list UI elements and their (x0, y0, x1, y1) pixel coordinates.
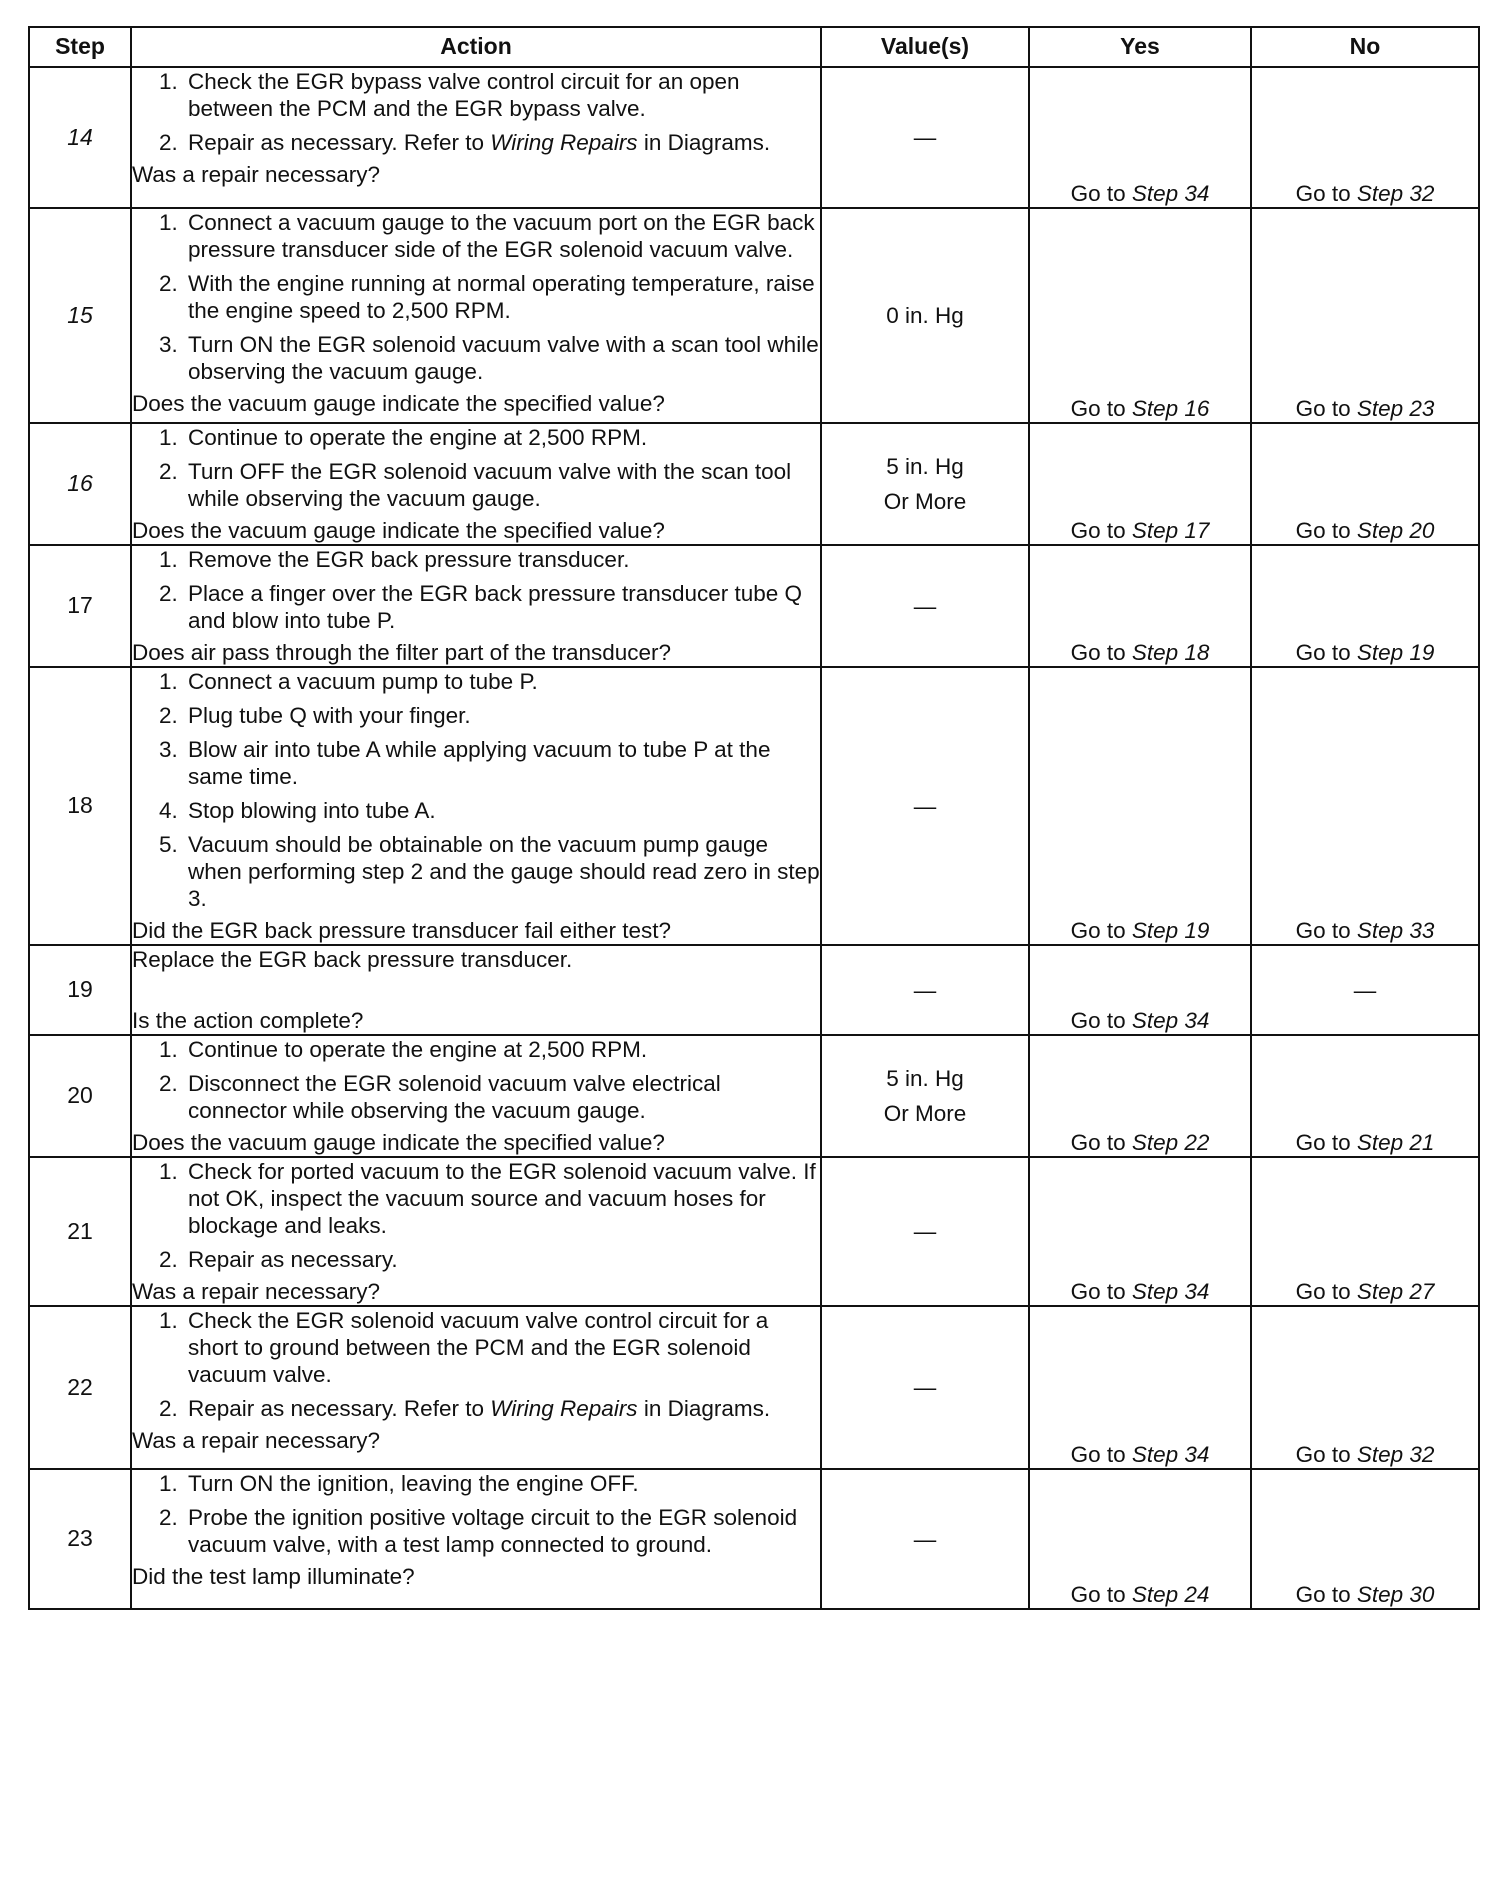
action-question: Was a repair necessary? (132, 1428, 381, 1453)
action-step (184, 546, 820, 573)
value-line: — (913, 125, 937, 150)
action-step (184, 797, 820, 824)
value-cell (821, 1035, 1029, 1157)
action-question: Does the vacuum gauge indicate the specified value? (132, 518, 665, 543)
action-step-text: Place a finger over the EGR back pressure transducer tube Q and blow into tube P. (188, 581, 803, 633)
action-question: Is the action complete? (132, 1008, 364, 1033)
no-step-reference: Step 21 (1356, 1130, 1435, 1155)
action-cell (131, 67, 821, 208)
yes-goto-text: Go to (1070, 1008, 1126, 1033)
action-step (184, 580, 820, 634)
action-steps-list (132, 209, 820, 385)
yes-cell (1029, 423, 1251, 545)
table-row (29, 667, 1479, 945)
action-step (184, 1307, 820, 1388)
yes-step-reference: Step 34 (1131, 1279, 1210, 1304)
action-step-text: Repair as necessary. (188, 1247, 398, 1272)
action-cell (131, 1469, 821, 1609)
action-step-text: Remove the EGR back pressure transducer. (188, 547, 630, 572)
values-column-header: Value(s) (821, 27, 1029, 67)
action-steps-list (132, 1307, 820, 1422)
action-cell (131, 423, 821, 545)
no-goto-text: Go to (1295, 1442, 1351, 1467)
action-steps-list (132, 424, 820, 512)
action-step-reference: Wiring Repairs (490, 130, 638, 155)
action-step (184, 129, 820, 156)
action-steps-list (132, 546, 820, 634)
action-step-text: With the engine running at normal operating temperature, raise the engine speed to 2,500 RPM. (188, 271, 815, 323)
value-line: 0 in. Hg (886, 303, 964, 328)
no-step-reference: Step 27 (1356, 1279, 1435, 1304)
no-step-reference: Step 33 (1356, 918, 1435, 943)
action-step-text: Probe the ignition positive voltage circuit to the EGR solenoid vacuum valve, with a test lamp connected to ground. (188, 1505, 798, 1557)
no-cell (1251, 1035, 1479, 1157)
step-number: 16 (29, 423, 131, 545)
yes-step-reference: Step 16 (1131, 396, 1210, 421)
table-row (29, 1035, 1479, 1157)
yes-step-reference: Step 34 (1131, 1008, 1210, 1033)
value-line: — (913, 593, 937, 619)
value-line-2: Or More (883, 1101, 967, 1126)
action-question: Was a repair necessary? (132, 1279, 381, 1304)
no-goto-text: Go to (1295, 518, 1351, 543)
no-cell (1251, 1157, 1479, 1306)
yes-cell (1029, 1035, 1251, 1157)
value-cell (821, 1469, 1029, 1609)
header-row (29, 27, 1479, 67)
step-number: 17 (29, 545, 131, 667)
table-row (29, 1469, 1479, 1609)
no-cell (1251, 545, 1479, 667)
action-step-text: Connect a vacuum gauge to the vacuum port on the EGR back pressure transducer side of the EGR solenoid vacuum valve. (188, 210, 815, 262)
action-step-text-tail: in Diagrams. (637, 1396, 771, 1421)
no-column-header: No (1251, 27, 1479, 67)
action-question: Did the EGR back pressure transducer fail either test? (132, 918, 672, 943)
table-row (29, 1157, 1479, 1306)
step-number: 15 (29, 208, 131, 423)
action-step (184, 1158, 820, 1239)
yes-column-header: Yes (1029, 27, 1251, 67)
no-goto-text: Go to (1295, 396, 1351, 421)
step-number: 22 (29, 1306, 131, 1469)
yes-cell (1029, 1469, 1251, 1609)
yes-cell (1029, 208, 1251, 423)
no-goto-text: Go to (1295, 1582, 1351, 1607)
yes-step-reference: Step 34 (1131, 181, 1210, 206)
action-cell (131, 1035, 821, 1157)
value-line: 5 in. Hg (886, 454, 964, 479)
no-goto-text: Go to (1295, 1130, 1351, 1155)
value-line: — (913, 1219, 937, 1244)
table-row (29, 423, 1479, 545)
action-step (184, 1070, 820, 1124)
value-cell (821, 667, 1029, 945)
yes-goto-text: Go to (1070, 1130, 1126, 1155)
action-step-text: Turn OFF the EGR solenoid vacuum valve with the scan tool while observing the vacuum gauge. (188, 459, 792, 511)
table-row (29, 545, 1479, 667)
action-step (184, 424, 820, 451)
yes-cell (1029, 1157, 1251, 1306)
action-step (184, 1470, 820, 1497)
action-step-text: Turn ON the ignition, leaving the engine OFF. (188, 1471, 639, 1496)
value-cell (821, 1306, 1029, 1469)
action-steps-list (132, 1036, 820, 1124)
table-row (29, 945, 1479, 1035)
value-line-2: Or More (883, 489, 967, 514)
no-dash: — (1353, 977, 1377, 1003)
action-column-header: Action (131, 27, 821, 67)
action-step-text: Vacuum should be obtainable on the vacuum pump gauge when performing step 2 and the gauge should read zero in step 3. (188, 832, 820, 911)
diagnostic-table (28, 26, 1480, 1610)
no-cell (1251, 667, 1479, 945)
value-line: — (913, 1526, 937, 1552)
no-cell (1251, 67, 1479, 208)
action-cell (131, 667, 821, 945)
action-step (184, 831, 820, 912)
table-row (29, 1306, 1479, 1469)
yes-goto-text: Go to (1070, 1279, 1126, 1304)
action-step (184, 1246, 820, 1273)
value-cell (821, 208, 1029, 423)
action-step (184, 668, 820, 695)
no-cell (1251, 1469, 1479, 1609)
yes-step-reference: Step 22 (1131, 1130, 1210, 1155)
yes-goto-text: Go to (1070, 1582, 1126, 1607)
action-question: Does the vacuum gauge indicate the specified value? (132, 1130, 665, 1155)
value-cell (821, 545, 1029, 667)
action-step-text: Plug tube Q with your finger. (188, 703, 471, 728)
action-steps-list (132, 1158, 820, 1273)
no-cell (1251, 1306, 1479, 1469)
action-cell (131, 208, 821, 423)
action-step-text: Check the EGR solenoid vacuum valve control circuit for a short to ground between the PCM and the EGR solenoid vacuum valve. (188, 1308, 769, 1387)
yes-goto-text: Go to (1070, 518, 1126, 543)
no-step-reference: Step 30 (1356, 1582, 1435, 1607)
yes-step-reference: Step 18 (1131, 640, 1210, 665)
action-step-text: Stop blowing into tube A. (188, 798, 436, 823)
value-cell (821, 1157, 1029, 1306)
step-number: 20 (29, 1035, 131, 1157)
no-goto-text: Go to (1295, 918, 1351, 943)
yes-goto-text: Go to (1070, 181, 1126, 206)
step-column-header: Step (29, 27, 131, 67)
value-cell (821, 67, 1029, 208)
action-cell (131, 545, 821, 667)
yes-step-reference: Step 34 (1131, 1442, 1210, 1467)
action-step-text: Check for ported vacuum to the EGR solenoid vacuum valve. If not OK, inspect the vacuum source and vacuum hoses for blockage and leaks. (188, 1159, 816, 1238)
yes-cell (1029, 667, 1251, 945)
action-step (184, 209, 820, 263)
yes-step-reference: Step 19 (1131, 918, 1210, 943)
action-question: Does air pass through the filter part of the transducer? (132, 640, 672, 665)
action-step-text: Disconnect the EGR solenoid vacuum valve electrical connector while observing the vacuum gauge. (188, 1071, 721, 1123)
no-step-reference: Step 23 (1356, 396, 1435, 421)
action-step-reference: Wiring Repairs (490, 1396, 638, 1421)
step-number: 18 (29, 667, 131, 945)
yes-cell (1029, 1306, 1251, 1469)
no-step-reference: Step 20 (1356, 518, 1435, 543)
yes-step-reference: Step 17 (1131, 518, 1210, 543)
no-step-reference: Step 19 (1356, 640, 1435, 665)
action-step-text: Blow air into tube A while applying vacuum to tube P at the same time. (188, 737, 771, 789)
no-cell (1251, 945, 1479, 1035)
action-step-text: Turn ON the EGR solenoid vacuum valve with a scan tool while observing the vacuum gauge. (188, 332, 819, 384)
action-cell (131, 945, 821, 1035)
no-goto-text: Go to (1295, 1279, 1351, 1304)
table-row (29, 67, 1479, 208)
action-step (184, 702, 820, 729)
step-number: 14 (29, 67, 131, 208)
action-step (184, 68, 820, 122)
action-instruction: Replace the EGR back pressure transducer. (132, 947, 573, 972)
table-row (29, 208, 1479, 423)
action-step (184, 1395, 820, 1422)
action-step (184, 331, 820, 385)
action-step (184, 1504, 820, 1558)
action-step-text: Connect a vacuum pump to tube P. (188, 669, 538, 694)
yes-cell (1029, 545, 1251, 667)
yes-goto-text: Go to (1070, 396, 1126, 421)
action-cell (131, 1157, 821, 1306)
action-step-text: Continue to operate the engine at 2,500 RPM. (188, 425, 648, 450)
action-step (184, 458, 820, 512)
action-step (184, 736, 820, 790)
no-goto-text: Go to (1295, 181, 1351, 206)
value-cell (821, 423, 1029, 545)
no-step-reference: Step 32 (1356, 181, 1435, 206)
yes-cell (1029, 67, 1251, 208)
action-step-text-tail: in Diagrams. (637, 130, 771, 155)
yes-step-reference: Step 24 (1131, 1582, 1210, 1607)
action-steps-list (132, 668, 820, 912)
no-step-reference: Step 32 (1356, 1442, 1435, 1467)
value-line: 5 in. Hg (886, 1066, 964, 1091)
value-line: — (913, 1375, 937, 1400)
yes-goto-text: Go to (1070, 640, 1126, 665)
step-number: 19 (29, 945, 131, 1035)
yes-goto-text: Go to (1070, 1442, 1126, 1467)
action-question: Did the test lamp illuminate? (132, 1564, 415, 1589)
action-step-text: Continue to operate the engine at 2,500 RPM. (188, 1037, 648, 1062)
yes-cell (1029, 945, 1251, 1035)
action-question: Does the vacuum gauge indicate the specified value? (132, 391, 665, 416)
action-question: Was a repair necessary? (132, 162, 381, 187)
yes-goto-text: Go to (1070, 918, 1126, 943)
value-line: — (913, 793, 937, 819)
action-spacer (132, 983, 820, 1005)
action-steps-list (132, 68, 820, 156)
no-cell (1251, 423, 1479, 545)
step-number: 21 (29, 1157, 131, 1306)
action-step (184, 1036, 820, 1063)
action-steps-list (132, 1470, 820, 1558)
action-step (184, 270, 820, 324)
no-goto-text: Go to (1295, 640, 1351, 665)
action-step-text: Check the EGR bypass valve control circuit for an open between the PCM and the EGR bypass valve. (188, 69, 740, 121)
action-step-text: Repair as necessary. Refer to (188, 130, 491, 155)
no-cell (1251, 208, 1479, 423)
value-line: — (913, 977, 937, 1003)
step-number: 23 (29, 1469, 131, 1609)
action-cell (131, 1306, 821, 1469)
action-step-text: Repair as necessary. Refer to (188, 1396, 491, 1421)
value-cell (821, 945, 1029, 1035)
